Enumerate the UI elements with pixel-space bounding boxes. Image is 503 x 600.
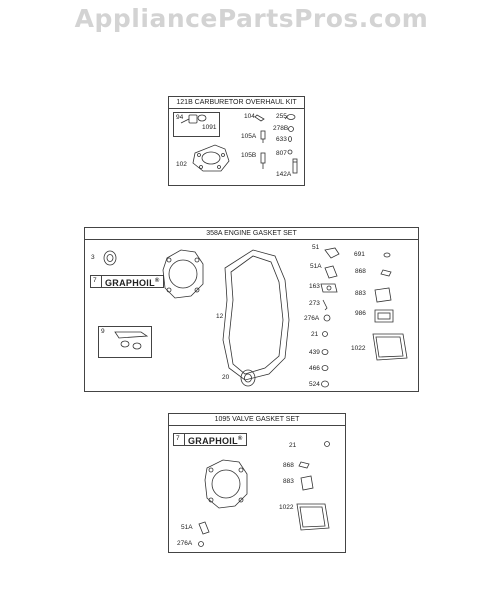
part-label-163: 163 (309, 283, 320, 290)
head-gasket-drawing (205, 460, 247, 508)
part-label-276a: 276A (304, 315, 320, 322)
part-105b-drawing (261, 153, 265, 169)
part-163-drawing (321, 284, 337, 292)
part-label-104: 104 (244, 113, 255, 120)
part-label-1091: 1091 (202, 124, 217, 131)
part-label-7: 7 (176, 435, 180, 442)
panel-title: 358A ENGINE GASKET SET (85, 228, 418, 240)
part-21-drawing (325, 442, 330, 447)
part-524-drawing (322, 381, 329, 387)
valve-gasket-set-panel (168, 413, 346, 553)
part-label-276a: 276A (177, 540, 193, 547)
engine-gasket-parts-drawing (85, 240, 418, 391)
part-label-883: 883 (355, 290, 366, 297)
part-142a-drawing (293, 159, 297, 173)
part-label-105b: 105B (241, 152, 257, 159)
part-label-1022: 1022 (279, 504, 294, 511)
part-9-drawing (115, 332, 147, 349)
part-label-51a: 51A (310, 263, 322, 270)
part-label-868: 868 (283, 462, 294, 469)
valve-gasket-parts-drawing (169, 426, 345, 552)
part-label-51: 51 (312, 244, 320, 251)
part-label-278b: 278B (273, 125, 289, 132)
part-1022-drawing (373, 334, 407, 360)
part-273-drawing (323, 300, 327, 310)
part-102-drawing (193, 145, 229, 171)
part-94-drawing (181, 115, 206, 123)
part-633-drawing (289, 137, 292, 142)
part-868-drawing (381, 270, 391, 276)
graphoil-word: GRAPHOIL (188, 436, 238, 446)
registered-mark: ® (154, 278, 160, 284)
carburetor-overhaul-kit-panel (168, 96, 305, 186)
part-label-524: 524 (309, 381, 320, 388)
part-1022-drawing (297, 504, 329, 530)
part-label-21: 21 (311, 331, 319, 338)
part-label-20: 20 (222, 374, 230, 381)
head-gasket-drawing (163, 250, 203, 298)
part-label-105a: 105A (241, 133, 257, 140)
part-466-drawing (322, 366, 328, 371)
part-label-1022: 1022 (351, 345, 366, 352)
part-105a-drawing (261, 131, 265, 143)
part-label-102: 102 (176, 161, 187, 168)
part-label-633: 633 (276, 136, 287, 143)
part-883-drawing (301, 476, 313, 490)
part-label-439: 439 (309, 349, 320, 356)
part-label-7: 7 (93, 277, 97, 284)
part-868-drawing (299, 462, 309, 468)
part-883-drawing (375, 288, 391, 302)
part-691-drawing (384, 253, 390, 257)
part-label-807: 807 (276, 150, 287, 157)
registered-mark: ® (237, 436, 243, 442)
part-label-255: 255 (276, 113, 287, 120)
part-label-51a: 51A (181, 524, 193, 531)
part-807-drawing (288, 150, 292, 154)
watermark: AppliancePartsPros.com (74, 4, 429, 33)
part-label-273: 273 (309, 300, 320, 307)
panel-title: 121B CARBURETOR OVERHAUL KIT (169, 97, 304, 109)
part-label-466: 466 (309, 365, 320, 372)
part-21-drawing (323, 332, 328, 337)
engine-gasket-set-panel (84, 227, 419, 392)
part-51a-drawing (199, 522, 209, 534)
part-51-drawing (325, 248, 339, 258)
part-label-12: 12 (216, 313, 224, 320)
part-439-drawing (322, 350, 328, 355)
part-276a-drawing (199, 542, 204, 547)
part-label-9: 9 (101, 328, 105, 335)
part-986-drawing (375, 310, 393, 322)
part-label-94: 94 (176, 114, 184, 121)
part-12-drawing (223, 250, 289, 380)
part-label-868: 868 (355, 268, 366, 275)
part-3-drawing (104, 251, 116, 265)
part-label-142a: 142A (276, 171, 292, 178)
part-276a-drawing (324, 315, 330, 321)
part-label-21: 21 (289, 442, 297, 449)
part-label-986: 986 (355, 310, 366, 317)
panel-title: 1095 VALVE GASKET SET (169, 414, 345, 426)
part-label-883: 883 (283, 478, 294, 485)
part-label-3: 3 (91, 254, 95, 261)
graphoil-word: GRAPHOIL (105, 278, 155, 288)
part-51a-drawing (325, 266, 337, 278)
part-label-691: 691 (354, 251, 365, 258)
part-278b-drawing (289, 127, 294, 132)
part-104-drawing (255, 115, 264, 121)
